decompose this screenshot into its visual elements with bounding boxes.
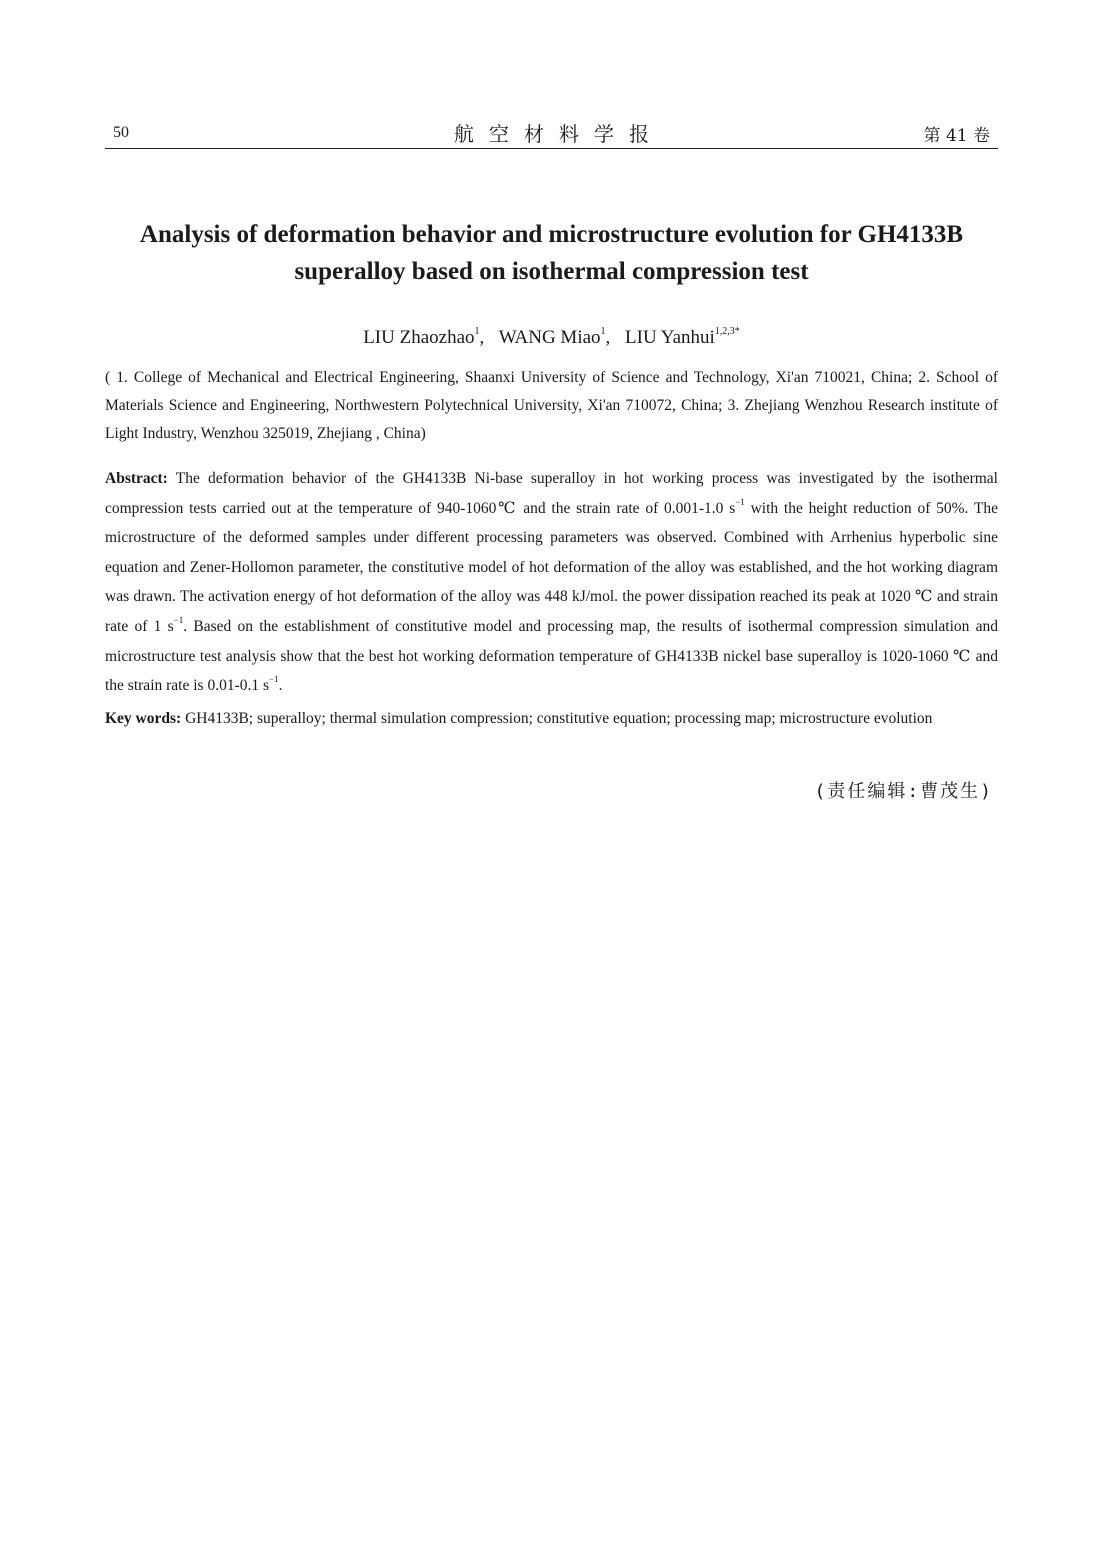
keywords-text: GH4133B; superalloy; thermal simulation compression; constitutive equation; processing map; microstructure evolution — [185, 710, 933, 727]
abstract-text: The deformation behavior of the GH4133B Ni-base superalloy in hot working process was investigated by the isothermal compression tests carried out at the temperature of 940-1060℃ and the strain rate of 0.001-1.0 s — [105, 470, 998, 517]
paper-title-line-2: superalloy based on isothermal compression test — [294, 258, 809, 285]
superscript: −1 — [173, 614, 184, 625]
journal-title: 航空材料学报 — [454, 122, 664, 146]
superscript: −1 — [269, 674, 279, 685]
running-header — [105, 118, 998, 149]
keywords-label: Key words: — [105, 710, 182, 727]
page-number: 50 — [113, 124, 129, 141]
author-separator: , — [479, 327, 485, 348]
affiliation-mark: 1 — [474, 326, 480, 337]
author-name: WANG Miao — [498, 327, 601, 348]
author-name: LIU Yanhui — [625, 327, 715, 348]
volume-label: 第 41 卷 — [923, 126, 990, 146]
affiliations: ( 1. College of Mechanical and Electrical Engineering, Shaanxi University of Science and Technology, Xi'an 710021, China; 2. School of Materials Science and Engineering, Northwestern Polytechnical University, Xi'an 710072, China; 3. Zhejiang Wenzhou Research institute of Light Industry, Wenzhou 325019, Zhejiang , China) — [105, 369, 998, 442]
abstract-text: . — [278, 677, 283, 695]
paper-title — [105, 216, 998, 290]
affiliation-mark: 1,2,3* — [714, 326, 740, 337]
affiliation-mark: 1 — [600, 326, 606, 337]
abstract-text: with the height reduction of 50%. The microstructure of the deformed samples under different processing parameters was observed. Combined with Arrhenius hyperbolic sine equation and Zener-Hollomon parameter, the constitutive model of hot deformation of the alloy was established, and the hot working diagram was drawn. The activation energy of hot deformation of the alloy was 448 kJ/mol. the power dissipation reached its peak at 1020 ℃ and strain rate of 1 s — [105, 499, 998, 635]
paper-title-line-1: Analysis of deformation behavior and microstructure evolution for GH4133B — [139, 221, 964, 248]
editor-note: (责任编辑:曹茂生) — [814, 781, 993, 802]
author-list — [105, 327, 998, 349]
keywords — [105, 704, 998, 733]
superscript: −1 — [735, 496, 745, 507]
author-separator: , — [605, 327, 611, 348]
abstract — [105, 464, 998, 701]
abstract-text: . Based on the establishment of constitutive model and processing map, the results of isothermal compression simulation and microstructure test analysis show that the best hot working deformation temperature of GH4133B nickel base superalloy is 1020-1060 ℃ and the strain rate is 0.01-0.1 s — [105, 617, 998, 695]
abstract-label: Abstract: — [105, 470, 168, 487]
author-name: LIU Zhaozhao — [363, 327, 475, 348]
